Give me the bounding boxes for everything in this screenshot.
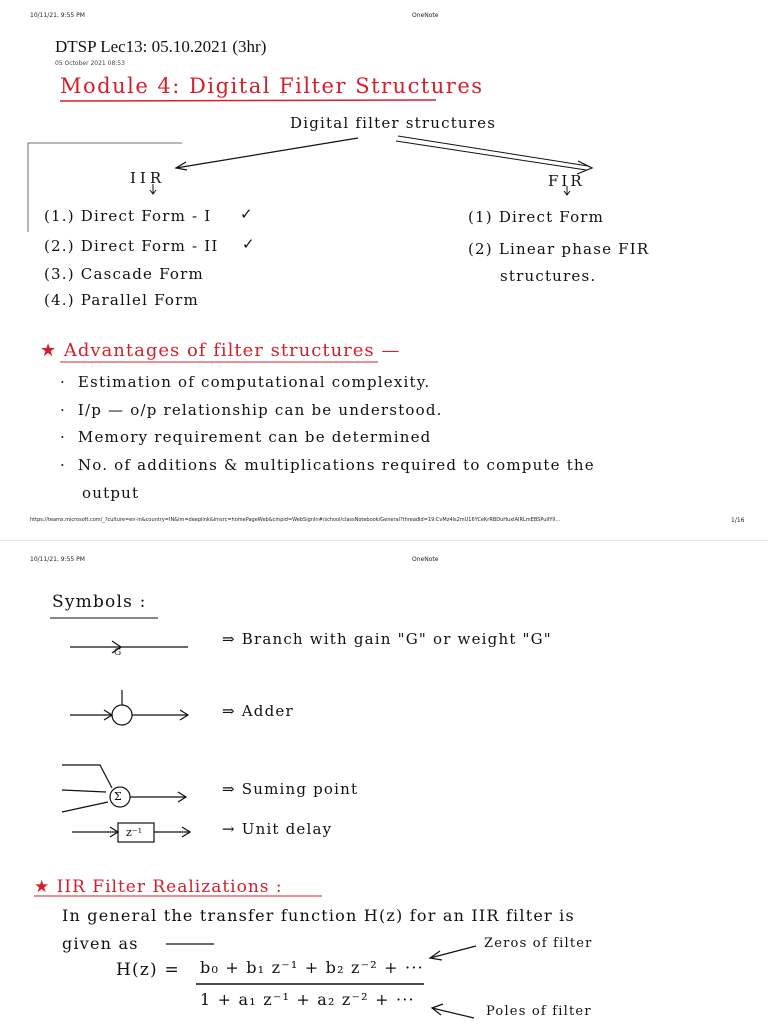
advantage-item-3: · Memory requirement can be determined [60,428,432,446]
iir-item-2: (2.) Direct Form - II [44,237,219,255]
fir-item-1: (1) Direct Form [468,208,605,226]
arrow-to-iir [176,138,358,168]
page-date: 05 October 2021 08:53 [55,60,125,67]
print-header-app: OneNote [412,12,439,19]
zeros-annotation: Zeros of filter [484,936,593,951]
summing-in-2 [62,790,106,792]
transfer-function-numerator: b₀ + b₁ z⁻¹ + b₂ z⁻² + ··· [200,958,424,977]
advantage-item-2: · I/p — o/p relationship can be understood. [60,401,443,419]
advantages-heading: ★ Advantages of filter structures — [40,340,401,361]
iir-realizations-heading: ★ IIR Filter Realizations : [34,877,283,897]
branch-gain-label: G [114,648,122,658]
bullet-icon: · [60,456,78,474]
fir-label: FIR [548,172,585,190]
check-mark-1: ✓ [240,205,254,223]
print-header-datetime: 10/11/21, 9:55 PM [30,12,85,19]
iir-box-outline [28,143,182,232]
print-footer-page: 1/16 [731,517,745,524]
transfer-function-lhs: H(z) = [116,960,180,980]
iir-item-3: (3.) Cascade Form [44,265,204,283]
iir-item-1: (1.) Direct Form - I [44,207,212,225]
delay-symbol: z⁻¹ [126,826,143,839]
iir-item-4: (4.) Parallel Form [44,291,199,309]
summing-circle [110,787,130,807]
print-footer-url: https://teams.microsoft.com/_?culture=en-in&country=IN&lm=deeplink&lmsrc=homePageWeb&cmpid=WebSignIn#/school/classNotebook/General?threadId=19:CvMz4Is2mU16YCeKrRBDuHuxIAIRLmEBSPuIIYII... [30,517,561,523]
print-header-datetime-2: 10/11/21, 9:55 PM [30,556,85,563]
arrow-to-fir-b [396,141,586,170]
module-heading: Module 4: Digital Filter Structures [60,74,484,98]
body-text-line-2: given as [62,934,139,953]
bullet-icon: · [60,401,78,419]
poles-annotation: Poles of filter [486,1004,592,1019]
module-heading-underline [60,100,436,101]
zeros-arrow-line [430,946,476,958]
fir-item-2: (2) Linear phase FIR [468,240,650,258]
adder-circle [112,705,132,725]
bullet-icon: · [60,428,78,446]
fir-item-3: structures. [500,267,597,285]
print-header-app-2: OneNote [412,556,439,563]
arrow-to-fir-a [398,136,588,166]
summing-symbol: Σ [114,790,122,803]
transfer-function-denominator: 1 + a₁ z⁻¹ + a₂ z⁻² + ··· [200,990,415,1009]
advantage-item-4-cont: output [82,484,140,502]
fir-down-arrow [564,186,570,195]
adder-description: ⇒ Adder [222,702,294,720]
bullet-icon: · [60,373,78,391]
summing-in-3 [62,802,108,812]
iir-label: IIR [130,169,166,187]
summing-description: ⇒ Suming point [222,780,359,798]
root-label: Digital filter structures [290,114,497,132]
check-mark-2: ✓ [242,235,256,253]
symbols-heading: Symbols : [52,592,147,612]
delay-box [118,823,154,842]
iir-down-arrow [150,184,156,194]
body-text-line-1: In general the transfer function H(z) for an IIR filter is [62,906,575,925]
advantage-item-4: · No. of additions & multiplications required to compute the [60,456,595,474]
advantage-item-1: · Estimation of computational complexity. [60,373,431,391]
summing-in-1 [62,765,112,788]
branch-description: ⇒ Branch with gain "G" or weight "G" [222,630,552,648]
page-title: DTSP Lec13: 05.10.2021 (3hr) [55,37,267,56]
delay-description: → Unit delay [222,820,333,838]
arrow-to-fir-head [577,161,592,174]
